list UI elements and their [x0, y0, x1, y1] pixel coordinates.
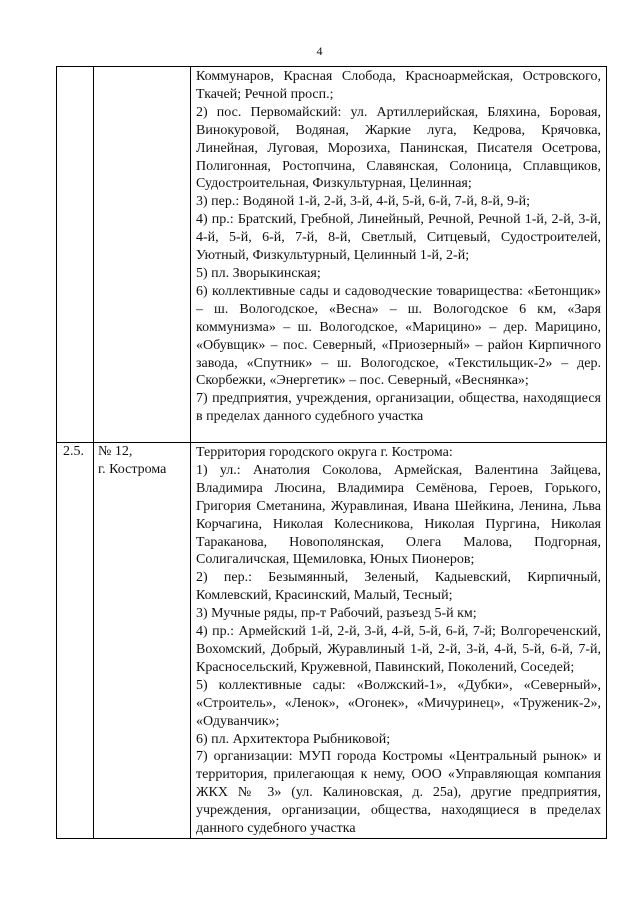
territory-paragraph: 4) пр.: Армейский 1-й, 2-й, 3-й, 4-й, 5-й, 6-й, 7-й; Волгореченский, Вохомский, Добрый, Журавлиный 1-й, 2-й, 3-й, 4-й, 5-й, 6-й, 7-й, Красносельский, Кружевной, Павинский, Поколений, Соседей; — [196, 624, 601, 675]
territory-cell — [191, 443, 607, 839]
territory-paragraph: 6) коллективные сады и садоводческие товарищества: «Бетонщик» – ш. Вологодское, «Весна» – ш. Вологодское 6 км, «Заря коммунизма» – ш. Вологодское, «Марицино» – дер. Марицино, «Обувщик» – пос. Северный, «Приозерный» – район Кирпичного завода, «Спутник» – ш. Вологодское, «Текстильщик-2» – дер. Скорбежки, «Энергетик» – пос. Северный, «Веснянка»; — [196, 283, 601, 389]
court-districts-table — [56, 66, 607, 839]
table-row — [57, 443, 607, 839]
table-row — [57, 67, 607, 443]
court-city: г. Кострома — [98, 461, 167, 477]
territory-paragraph: 3) пер.: Водяной 1-й, 2-й, 3-й, 4-й, 5-й, 6-й, 7-й, 8-й, 9-й; — [196, 194, 531, 210]
territory-paragraph: 4) пр.: Братский, Гребной, Линейный, Речной, Речной 1-й, 2-й, 3-й, 4-й, 5-й, 6-й, 7-й, 8-й, Светлый, Ситцевый, Судостроителей, Уютный, Физкультурный, Целинный 1-й, 2-й; — [196, 212, 601, 264]
territory-paragraph: 1) ул.: Анатолия Соколова, Армейская, Валентина Зайцева, Владимира Люсина, Владимира Семёнова, Героев, Горького, Григория Сметанина, Журавлиная, Ивана Шейкина, Ленина, Льва Корчагина, Николая Колесникова, Николая Пургина, Николая Тараканова, Новополянская, Олега Малова, Подгорная, Солигаличская, Щемиловка, Юных Пионеров; — [196, 462, 601, 568]
territory-paragraph: Территория городского округа г. Кострома: — [196, 445, 453, 460]
territory-paragraph: 2) пер.: Безымянный, Зеленый, Кадыевский, Кирпичный, Комлевский, Красинский, Малый, Тесный; — [196, 570, 601, 604]
territory-cell — [191, 67, 607, 443]
court-name-cell — [94, 67, 191, 443]
row-number: 2.5. — [57, 443, 94, 839]
court-name-cell — [94, 443, 191, 839]
territory-paragraph: Коммунаров, Красная Слобода, Красноармейская, Островского, Ткачей; Речной просп.; — [196, 69, 601, 102]
court-number: № 12, — [98, 444, 133, 459]
territory-paragraph: 6) пл. Архитектора Рыбниковой; — [196, 731, 391, 747]
row-number — [57, 67, 94, 443]
territory-paragraph: 5) пл. Зворыкинская; — [196, 265, 321, 281]
territory-paragraph: 3) Мучные ряды, пр-т Рабочий, разъезд 5-й км; — [196, 606, 477, 622]
territory-paragraph: 7) организации: МУП города Костромы «Центральный рынок» и территория, прилегающая к нему, ООО «Управляющая компания ЖКХ № 3» (ул. Калиновская, д. 25а), другие предприятия, учреждения, организации, общества, находящиеся в пределах данного судебного участка — [196, 749, 601, 837]
territory-paragraph: 7) предприятия, учреждения, организации, общества, находящиеся в пределах данного судебного участка — [196, 391, 601, 425]
territory-paragraph: 5) коллективные сады: «Волжский-1», «Дубки», «Северный», «Строитель», «Ленок», «Огонек», «Мичуринец», «Труженик-2», «Одуванчик»; — [196, 677, 601, 729]
territory-paragraph: 2) пос. Первомайский: ул. Артиллерийская, Бляхина, Боровая, Винокуровой, Водяная, Жаркие луга, Кедрова, Крячовка, Линейная, Луговая, Морозиха, Панинская, Писателя Осетрова, Полигонная, Ростопчина, Славянская, Солоница, Сплавщиков, Судостроительная, Физкультурная, Целинная; — [196, 104, 601, 192]
page-number: 4 — [316, 44, 323, 58]
